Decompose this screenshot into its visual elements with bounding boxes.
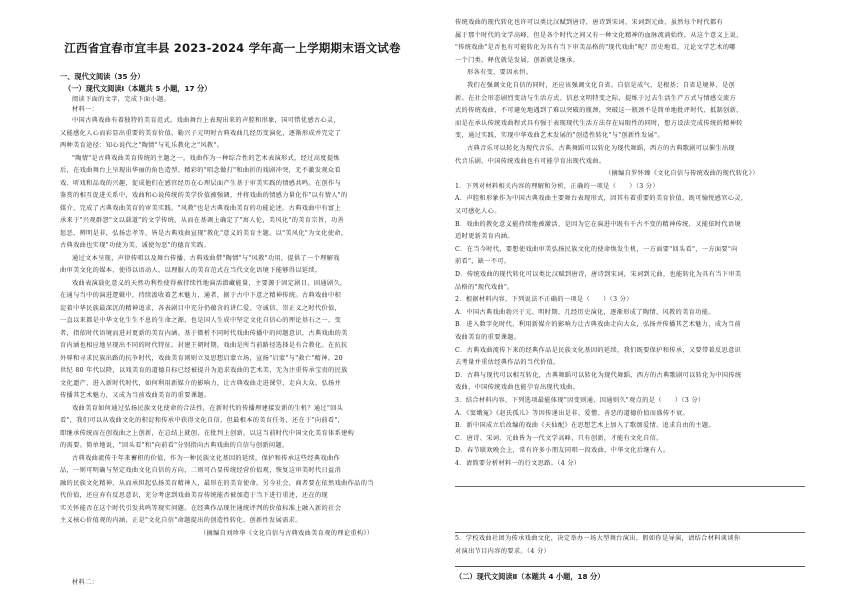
text-line: 主义核心价值观的内涵，正是"文化自信"命题提出的创造性转化、创新性发展需求。 [60,517,302,524]
text-line: 戏曲美育的重要课题。 [455,334,521,341]
text-line: 戏、听戏和品戏的兴趣，促成他们在感官经历在心理层面产生基于审美实践的情感共鸣。在创作与 [60,179,342,187]
text-line: 实关怀能否在这个时代引发共鸣等现实问题。在经典作品现住通统评判的价值标准上融入新的社会 [60,504,342,512]
text-line: 承来于"兴观群怨"文以载道"的文学传统，从而在基调上确定了"寓人伦，美风化"的美育宗旨，功善 [60,217,345,224]
text-line: 传播其艺术魅力，又成为当前戏曲美育的重要课题。 [60,392,211,399]
text-line: "传统戏曲"是否也有可能转化为具有当下审美品格的"现代戏曲"呢？历史地看，元论文学艺术的哪 [455,44,736,52]
text-line: 代价值，还应弃有反思意识，充分考虑到戏曲美育传统能否被加造于当下进行重述，还在的现 [60,492,329,499]
text-line: 即继承传统而在创戏曲之上创新，在总结上就创，在批判上创新，以这当前时代中国文化美育体系建构 [60,429,355,437]
text-line: B．新中国成立后改编的戏曲《天仙配》在思想艺术上加入了歌颂爱情、追求自由的主题。 [455,422,715,430]
subsection-heading-reading-2: （二）现代文阅读Ⅱ（本题共 4 小题，18 分） [455,572,605,581]
text-line: 古典戏曲流传千年来蓄积的价值，作为一种民族文化基因的延续，保护和传承这些经典戏曲作 [72,454,341,462]
exam-title: 江西省宜春市宜丰县 2023-2024 学年高一上学期期末语文试卷 [64,41,401,55]
text-line: （摘编自刘珍华《文化自信与古典戏曲美育观的理论重构》） [200,529,374,537]
text-line: 古典音乐可以转化为现代音乐，古典舞蹈可以转化为现代舞蹈，西方的古典歌剧可以催生出现 [467,145,736,152]
subsection-heading-reading-1: （一）现代文阅读Ⅰ（本题共 5 小题，17 分） [64,84,212,93]
text-line: 对演出节目内容的要求。（4 分） [455,547,551,555]
text-line: 形各有变，要因永恒。 [467,69,533,77]
text-line: 2．根据材料内容，下列说法不正确的一项是（ ）（3 分） [455,296,633,304]
text-line: D．古典与现代可以相互转化，古典舞蹈可以转化为现代舞蹈，西方的古典歌剧可以转化为中国传统 [455,371,742,379]
text-line: D．传统戏曲的现代转化可以类比汉赋到唐诗，唐诗到宋词，宋词到元曲，也能转化为具有当下审美 [455,271,742,278]
text-line: 者，指依时代语境而进对更新的美育内涵。基于微析不同时代戏曲传播中的问题意识，古典戏曲的美 [60,329,348,337]
text-line: 又可感化人心。 [455,208,501,215]
text-line: 戏曲，中国传统戏曲也能孕育出现代戏曲。 [455,384,580,392]
text-line: B．戏曲的教化意义能持续地被激活，是因为它在演进中既有千古不变的精神传统，又能依时代语境 [455,220,742,228]
text-line: 在通与当中的演进逻辑中，持续汲收着艺术魅力，通者，据于古中下意之精神传统。古典戏曲中积 [60,292,342,299]
text-line: 戏曲美育如何通过弘扬民族文化使命的合法性，在新时代的传播理建接发新的生机？通过"回头 [72,404,344,412]
text-line: 育内涵也相应地呈现出不同的时代特征。封建王朝时期，戏曲是所当前路径选择是有合教化。在抗抗 [60,342,348,349]
text-line: 前看"，缺一不可。 [455,258,511,266]
text-line: 5．学校戏曲社团为传承戏曲文化，决定举办一场大型舞台演出。假如你是导演，请结合材料谈谈你 [455,535,741,542]
text-line: 文化遗产，进入新时代时代，如何利用新媒介的影响力，让古典戏曲走进课堂、走向大众，弘扬并 [60,379,342,387]
text-line: 品格的"现代戏曲"。 [455,283,514,291]
text-line: 曲审美文化的媒本，使得以语动人、以理服人的美育范式在当代文化语境下能够得以延续。 [60,267,322,274]
text-line: 式的传统戏曲，不可避免地遇到了难以突破的瓶颈，突破这一瓶颈不是简单地批评时代、抵制创新， [455,107,743,115]
text-line: 的需要。简单地说，"回头看"和"向前看"分别指向古典戏曲的自信与创新问题。 [60,442,289,449]
text-line: 新。在社会形态剧烈变动与生活方式、信息文明特变之际，提炼于过去生活生产方式与情感交流方 [455,94,737,102]
text-line: 1．下列对材料相关内容的理解和分析，正确的一项是（ ）（3 分） [455,182,659,190]
text-line: 变，通过实践，实现中华戏曲艺术发展的"创造性转化"与"创新性发展"。 [455,132,664,140]
text-line: 中国古典戏曲有着独特的美育范式。戏曲舞台上表现出来的声腔和形象，国可惜优感古心灵， [72,117,341,124]
text-line: 媒介，完成了古典戏曲美育的审美实践。"风教"也是古典戏曲美育的功能论述。古典戏曲中有富上 [60,204,341,212]
divider [455,566,805,567]
text-line: 戏曲表演载化意义的天然功利性使得被持续性地演活潜藏能量，主要源于固定剧目、固通剧久， [72,279,347,287]
text-line: B．进入数字化时代，利用新媒介的影响力让古典戏曲走向大众，弘扬并传播其艺术魅力，成为当前 [455,321,742,329]
text-line: （摘编自罗怀臻《文化自信与传统戏曲的现代转化》） [605,170,759,178]
text-line: 鉴赏的相互促进关系中，戏曲和心说传统的美学价值被强调，并将戏曲的情感力量化作"以有情人"的 [60,192,348,199]
text-line: 后，在戏曲舞台上呈现出华丽的角色造型、精彩的"唱念做打"和曲折的戏剧冲突，无不激发观众看 [60,167,341,174]
text-line: 淀着中华民族最深沉的精神追求，各表剧目中充分仍蕴含的讲仁爱、守诚信、崇正义之时代价值， [60,304,342,312]
text-line: 而是在承认传统戏曲程式具有强于表现现代生活方法存在局限性的同时，想方设法完成传统的精神转 [455,119,743,127]
text-line: 传统戏曲的现代转化也许可以类比汉赋到唐诗，唐诗到宋词，宋词到元曲，虽然每个时代都有 [455,19,724,26]
text-line: 一直以来都是中华文化生生不息的生命之源，也是国人生成中坚定文化自信心的理论基石之一，变 [60,317,342,324]
text-line: C．古典戏曲流传下来的经典作品是民族文化基因的延续，我们既要保护和传承，又要带着反思意识 [455,346,742,354]
text-line: C．在当今时代，要想使戏曲审美弘扬民族文化的使命焕发生机，一方面要"回头看"，一方面要"向 [455,245,738,253]
text-line: 去考量并重估经典作品的当代价值。 [455,359,560,367]
text-line: 4．请简要分析材料一的行文思路。（4 分） [455,460,581,467]
text-line: 外辱和寻求民族出路的抗争时代，戏曲美育则则立及思想启蒙立场，宣扬"启蒙"与"救亡"精神。20 [60,354,343,362]
text-line: 古典戏曲也实现"功使为美，诚使勿恶"的德育实践。 [60,242,211,249]
text-line: 看"，我们可以从戏曲文化的积淀和传承中获得文化自信，但最根本的美育任务，还在于"向前看"， [60,417,345,424]
text-line: "陶情"是古典戏曲美育传统的主题之一。戏曲作为一种综合性的艺术表演形式，经过高度提炼 [72,154,340,162]
text-line: 适时更新美育内涵。 [455,233,514,241]
text-line: 惩恶、辨明是非，弘扬忠孝等，皆是古典戏曲宣现"教化"意义的美育主题。以"美风化"为文化使命， [60,229,348,237]
text-line: 我们在强调文化自信的同时，还应该强调文化自省。自信是成气、是根基；自省是境界、是创 [467,82,736,89]
text-line: A．中国古典戏曲勃兴于元、明时期，几经历史演化，逐渐形成了陶情、风教的美育功能。 [455,308,715,316]
text-line: 一个门类，释优就是发展，创新就是继承。 [455,56,580,64]
text-line: 又能感化人心而彩显出重要的美育价值。勒兴子元明时古典戏曲几经历变演化，逐渐形成并完定了 [60,129,342,137]
text-line: 世纪 80 年代以降，以戏美育的道德自标已经被提升为追求戏曲的艺术美，无为注重传承宝贵的民族 [60,367,348,374]
text-line: 属于那个时代的文学高峰，但是各个时代之间又有一种文化精神的血脉流淌始终。从这个意义上说， [455,31,743,39]
reading-instruction: 阅读下面的文字，完成下面小题。 [72,96,171,103]
text-line: 通过文本呈现，声律传唱以及舞台传播，古典戏曲借"陶情"与"风教"功用，提供了一个理解戏 [72,254,340,262]
answer-area-q4[interactable] [455,486,805,533]
text-line: 品，一则可明确与坚定戏曲文化自信的方向，二则可凸显传统经营价值观，恢复这审美时代日益消 [60,467,342,474]
section-heading-modern-reading: 一、现代文阅读（35 分） [60,72,145,81]
text-line: 两种美育途径：知心说代之"陶情"与礼乐教化之"风教"。 [60,142,224,149]
text-line: 3．结合材料内容，下列选项最能体现"因变则通、因通则久"观点的是（ ）（3 分） [455,397,705,404]
text-line: C．唐诗、宋词、元曲皆为一代文学高峰，只有创新，才能有文化自信。 [455,434,663,442]
text-line: 代音乐剧，中国传统戏曲也有可能孕育出现代戏曲。 [455,157,606,165]
text-line: A．声腔和形象作为中国古典戏曲主要舞台表现形式，因其有着重要的美育价值，既可愉悦感官心灵， [455,195,748,203]
text-line: A．《窦娥冤》《赵氏孤儿》等因传递出是非、爱憎、善恶的道德价值而盛传不衰。 [455,409,689,417]
material-2-label: 材料二： [72,579,99,586]
text-line: D．春节联欢晚会上，常有许多小朋友同唱一段戏曲，中华文化后继有人。 [455,447,670,455]
material-1-label: 材料一： [72,106,99,113]
text-line: 融的民族文化精神，从而承担起弘扬美育精神人，最形在的美育使命。另今社会，商者要在依然戏曲作品的当 [60,479,374,487]
